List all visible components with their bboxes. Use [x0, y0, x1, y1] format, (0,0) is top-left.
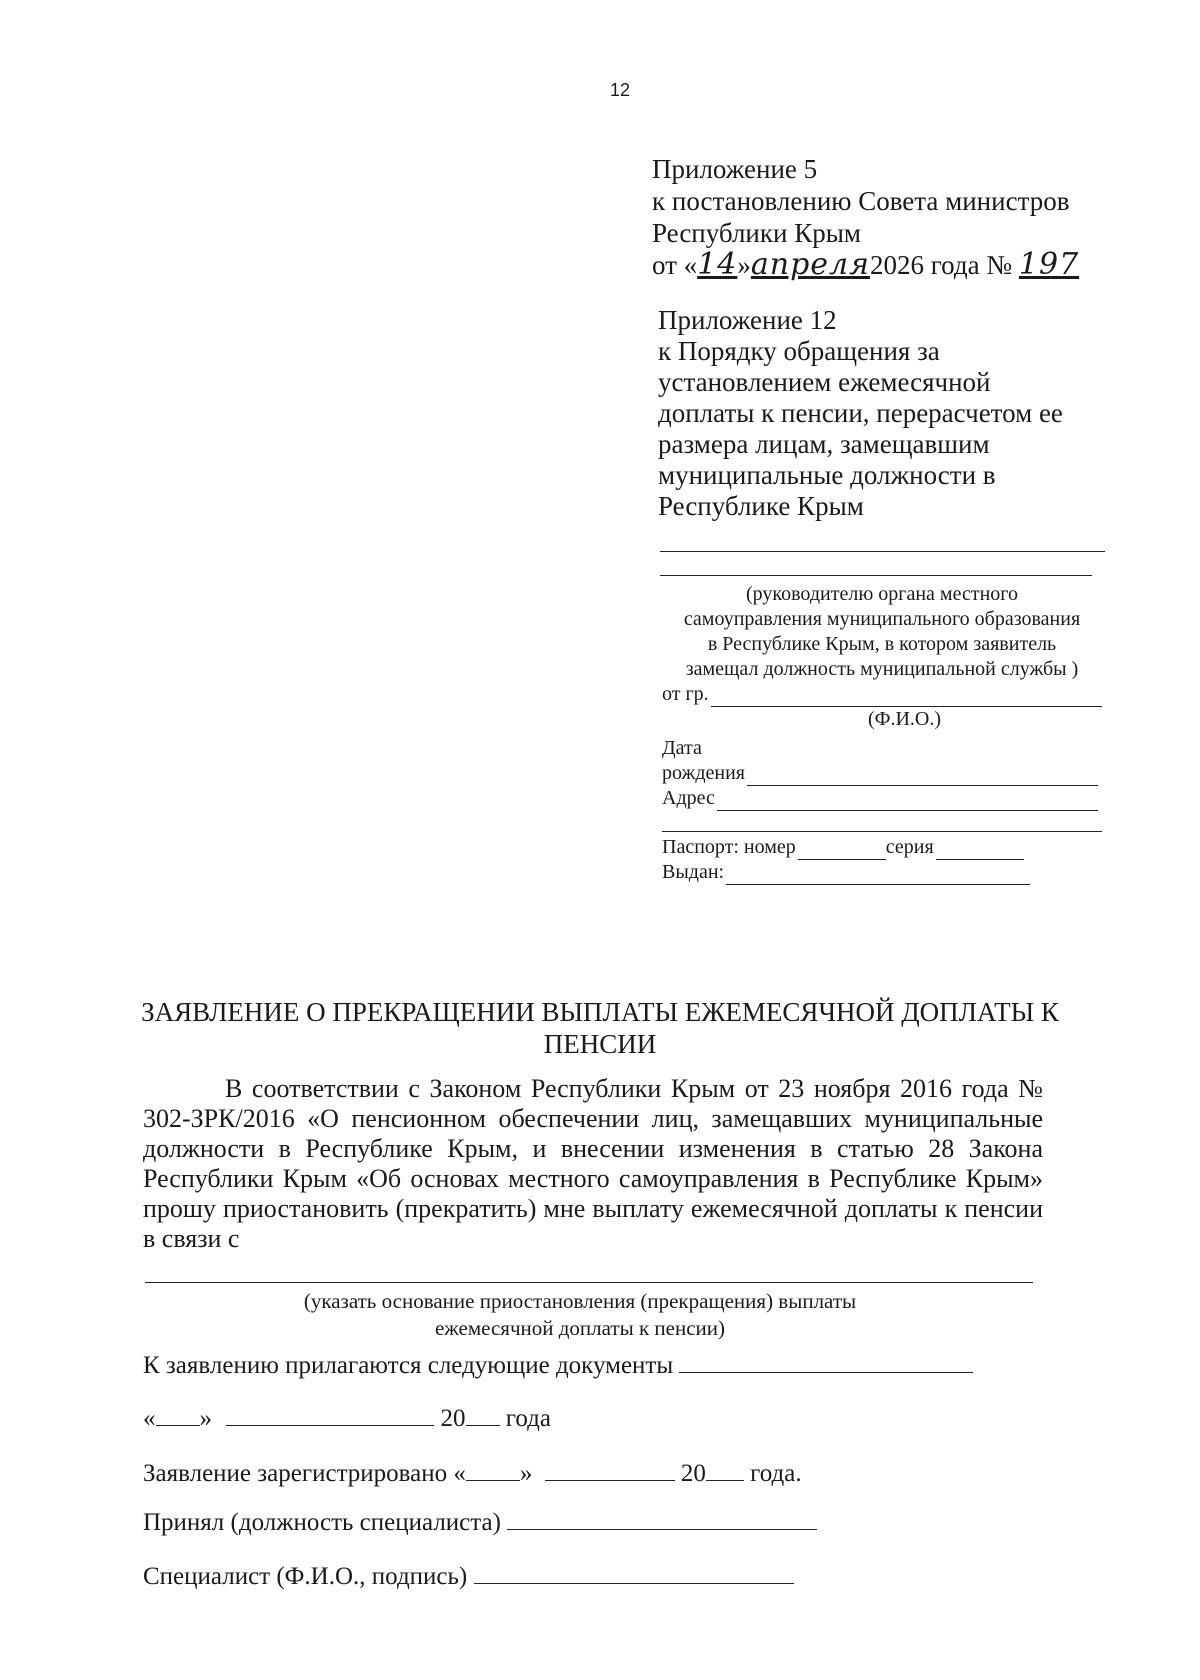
from-row [662, 682, 1102, 707]
caption-line: в Республике Крым, в котором заявитель [707, 633, 1057, 655]
addressee-line-2 [660, 575, 1092, 576]
registered-label: Заявление зарегистрировано « [143, 1460, 466, 1487]
page-number: 12 [609, 80, 631, 100]
caption-line: самоуправления муниципального образования [683, 608, 1081, 630]
reason-field[interactable] [145, 1282, 1033, 1283]
annex-5-date-line [652, 249, 1079, 281]
issued-label: Выдан: [662, 861, 725, 883]
date-open-quote: « [143, 1405, 156, 1432]
attachments-row [143, 1350, 973, 1380]
date-century: 20 [440, 1405, 466, 1432]
registered-day-field[interactable] [466, 1458, 520, 1481]
registered-century: 20 [680, 1460, 706, 1487]
birth-row [662, 761, 1102, 786]
addressee-line-1 [660, 551, 1105, 552]
address-field-line-2[interactable] [662, 831, 1102, 832]
statement-title-line-1: ЗАЯВЛЕНИЕ О ПРЕКРАЩЕНИИ ВЫПЛАТЫ ЕЖЕМЕСЯЧНОЙ ДОПЛАТЫ К [141, 997, 1059, 1027]
passport-series-label: серия [885, 836, 934, 858]
address-row [662, 786, 1102, 811]
address-label: Адрес [662, 787, 715, 809]
reason-caption-line-2: ежемесячной доплаты к пенсии) [434, 1316, 726, 1340]
annex-12-line: установлением ежемесячной [658, 367, 991, 397]
accepted-label: Принял (должность специалиста) [143, 1509, 501, 1536]
date-quote-close: » [737, 250, 751, 280]
registered-suffix: года. [750, 1460, 802, 1487]
statement-body [143, 1074, 1043, 1254]
statement-title-line-2: ПЕНСИИ [543, 1029, 657, 1059]
fio-caption: (Ф.И.О.) [868, 708, 942, 730]
date-year: 2026 года № [870, 250, 1013, 280]
annex-5-line-3: Республики Крым [652, 218, 861, 248]
month-field[interactable] [226, 1403, 434, 1426]
annex-5-title: Приложение 5 [652, 154, 818, 184]
issued-field[interactable] [726, 866, 1030, 885]
date-close-quote: » [199, 1405, 212, 1432]
caption-line: замещал должность муниципальной службы ) [685, 658, 1079, 680]
addressee-block [662, 582, 1102, 885]
birth-date-field[interactable] [747, 767, 1098, 786]
specialist-field[interactable] [474, 1561, 794, 1584]
birth-label-2: рождения [662, 762, 745, 784]
statement-title [140, 996, 1060, 1060]
attachments-label: К заявлению прилагаются следующие документы [143, 1352, 674, 1379]
specialist-label: Специалист (Ф.И.О., подпись) [143, 1563, 468, 1590]
from-field[interactable] [711, 688, 1102, 707]
day-field[interactable] [156, 1403, 200, 1426]
passport-series-field[interactable] [936, 841, 1024, 860]
date-prefix: от « [652, 250, 698, 280]
specialist-row [143, 1561, 794, 1591]
date-row [143, 1403, 551, 1433]
addressee-caption [662, 582, 1102, 682]
annex-12-header [658, 305, 1063, 522]
handwritten-day: 14 [697, 247, 738, 282]
annex-12-line: размера лицам, замещавшим [658, 429, 990, 459]
annex-12-line: к Порядку обращения за [658, 336, 940, 366]
issued-row [662, 860, 1102, 885]
year-field[interactable] [466, 1403, 500, 1426]
passport-number-field[interactable] [798, 841, 886, 860]
registered-month-field[interactable] [545, 1458, 675, 1481]
handwritten-number: 197 [1018, 247, 1080, 282]
annex-12-line: Республике Крым [658, 491, 864, 521]
registered-close-quote: » [519, 1460, 533, 1487]
handwritten-month: апреля [750, 247, 871, 282]
statement-body-text: В соответствии с Законом Республики Крым от 23 ноября 2016 года № 302-ЗРК/2016 «О пенсионном обеспечении лиц, замещавших муниципальные должности в Республике Крым, и внесении изменения в статью 28 Закона Республики Крым «Об основах местного самоуправления в Республике Крым» прошу приостановить (прекратить) мне выплату ежемесячной доплаты к пенсии в связи с [143, 1074, 1043, 1253]
reason-caption [250, 1288, 910, 1342]
annex-12-line: доплаты к пенсии, перерасчетом ее [658, 398, 1063, 428]
address-field[interactable] [717, 792, 1098, 811]
accepted-field[interactable] [507, 1507, 817, 1530]
passport-number-label: Паспорт: номер [662, 836, 796, 858]
birth-label-1: Дата [662, 737, 702, 759]
annex-12-line: Приложение 12 [658, 305, 837, 335]
annex-5-line-2: к постановлению Совета министров [652, 186, 1070, 216]
from-label: от гр. [662, 683, 709, 705]
annex-5-header [652, 153, 1079, 281]
passport-row [662, 835, 1102, 860]
caption-line: (руководителю органа местного [746, 583, 1018, 605]
annex-12-line: муниципальные должности в [658, 460, 996, 490]
attachments-field[interactable] [679, 1350, 973, 1373]
accepted-row [143, 1507, 817, 1537]
reason-caption-line-1: (указать основание приостановления (прекращения) выплаты [303, 1289, 857, 1313]
registered-year-field[interactable] [706, 1458, 744, 1481]
date-suffix: года [505, 1405, 551, 1432]
registered-row [143, 1458, 802, 1488]
